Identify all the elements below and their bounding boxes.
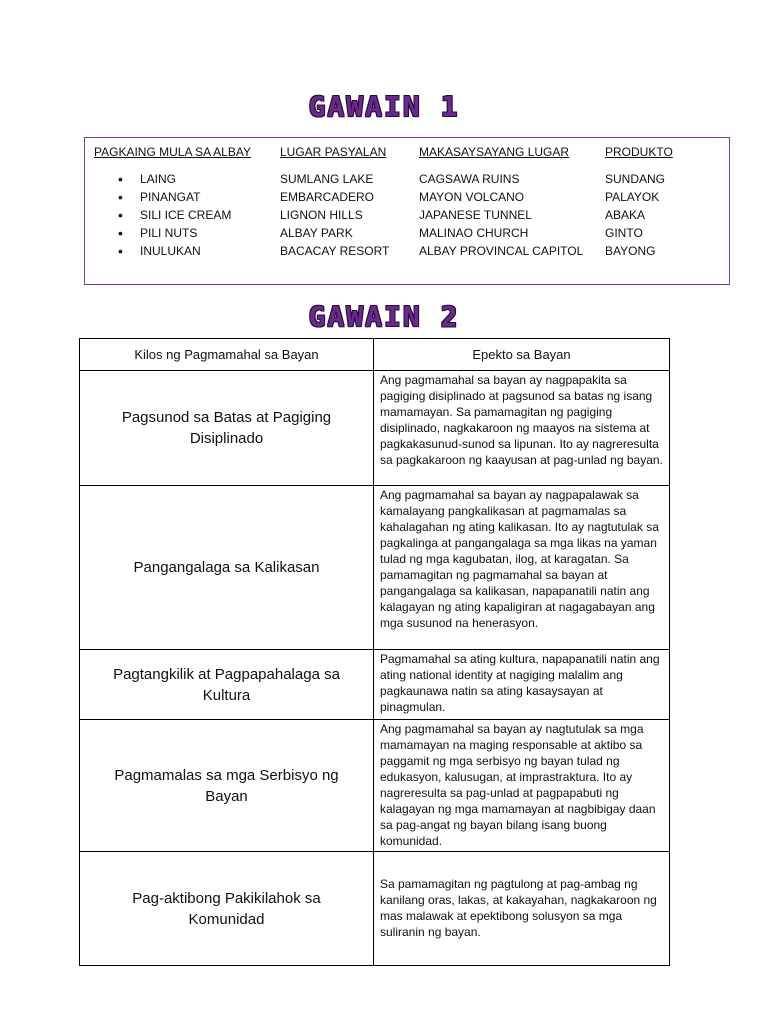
table-row [80,852,670,966]
list-item: SUNDANG [605,172,666,186]
table-header-row [80,339,670,371]
column-pagkain [94,144,251,260]
epekto-cell: Ang pagmamahal sa bayan ay nagtutulak sa mga mamamayan na maging responsable at aktibo sa paggamit ng mga serbisyo ng bayan tulad ng edukasyon, kalusugan, at imprastraktura. Ito ay nagreresulta sa pag-unlad at pagpapabuti ng kalagayan ng mga mamamayan at nagbibigay daan sa pag-angat ng bayan bilang isang buong komunidad. [374,720,670,852]
list-item: JAPANESE TUNNEL [419,208,532,222]
column-header: MAKASAYSAYANG LUGAR [419,145,570,159]
kilos-cell: Pangangalaga sa Kalikasan [80,486,374,650]
header-kilos: Kilos ng Pagmamahal sa Bayan [80,339,374,371]
kilos-cell: Pagmamalas sa mga Serbisyo ng Bayan [80,720,374,852]
column-makasaysayang-lugar [419,144,583,260]
list-item: ALBAY PARK [280,226,353,240]
gawain-1-box [84,137,730,285]
list-item: GINTO [605,226,643,240]
column-lugar-pasyalan [280,144,389,260]
kilos-cell: Pagtangkilik at Pagpapahalaga sa Kultura [80,650,374,720]
epekto-cell: Ang pagmamahal sa bayan ay nagpapakita sa pagiging disiplinado at pagsunod sa batas ng isang mamamayan. Sa pamamagitan ng pagiging disiplinado, nagkakaroon ng maayos na sistema at pagkakasunud-sunod sa lipunan. Ito ay nagreresulta sa pagkakaroon ng kaayusan at pag-unlad ng bayan. [374,371,670,486]
header-epekto: Epekto sa Bayan [374,339,670,371]
list-item: MAYON VOLCANO [419,190,525,204]
list-item: ABAKA [605,208,646,222]
list-item: BAYONG [605,244,656,258]
column-header: PAGKAING MULA SA ALBAY [94,145,251,159]
list-item: CAGSAWA RUINS [419,172,520,186]
column-header: LUGAR PASYALAN [280,145,387,159]
kilos-cell: Pag-aktibong Pakikilahok sa Komunidad [80,852,374,966]
list-item: SUMLANG LAKE [280,172,374,186]
list-item: ALBAY PROVINCAL CAPITOL [419,244,584,258]
list-item: LIGNON HILLS [280,208,363,222]
list-item: BACACAY RESORT [280,244,390,258]
list-item: • INULUKAN [94,242,251,260]
table-row [80,371,670,486]
epekto-cell: Pagmamahal sa ating kultura, napapanatili natin ang ating national identity at nagiging malalim ang pagkaunawa natin sa ating kasaysayan at pinagmulan. [374,650,670,720]
table-row [80,720,670,852]
gawain-2-table [79,338,670,966]
list-item: PALAYOK [605,190,660,204]
epekto-cell: Ang pagmamahal sa bayan ay nagpapalawak sa kamalayang pangkalikasan at pagmamalas sa kahalagahan ng ating kalikasan. Ito ay nagtutulak sa pagkalinga at pangangalaga sa mga likas na yaman tulad ng mga kagubatan, ilog, at karagatan. Sa pamamagitan ng pagmamahal sa bayan at pangangalaga sa kalikasan, napapanatili natin ang kalagayan ng ating kapaligiran at nagagabayan ang mga susunod na henerasyon. [374,486,670,650]
column-header: PRODUKTO [605,145,673,159]
gawain-2-title: GAWAIN 2 [308,300,460,333]
list-item: EMBARCADERO [280,190,375,204]
kilos-cell: Pagsunod sa Batas at Pagiging Disiplinado [80,371,374,486]
table-row [80,486,670,650]
list-item: • LAING [94,170,251,188]
gawain-1-title: GAWAIN 1 [308,90,460,123]
list-item: • SILI ICE CREAM [94,206,251,224]
list-item: • PINANGAT [94,188,251,206]
table-row [80,650,670,720]
column-produkto [605,144,673,260]
epekto-cell: Sa pamamagitan ng pagtulong at pag-ambag ng kanilang oras, lakas, at kakayahan, nagkakaroon ng mas malawak at epektibong solusyon sa mga suliranin ng bayan. [374,852,670,966]
list-item: MALINAO CHURCH [419,226,529,240]
list-item: • PILI NUTS [94,224,251,242]
